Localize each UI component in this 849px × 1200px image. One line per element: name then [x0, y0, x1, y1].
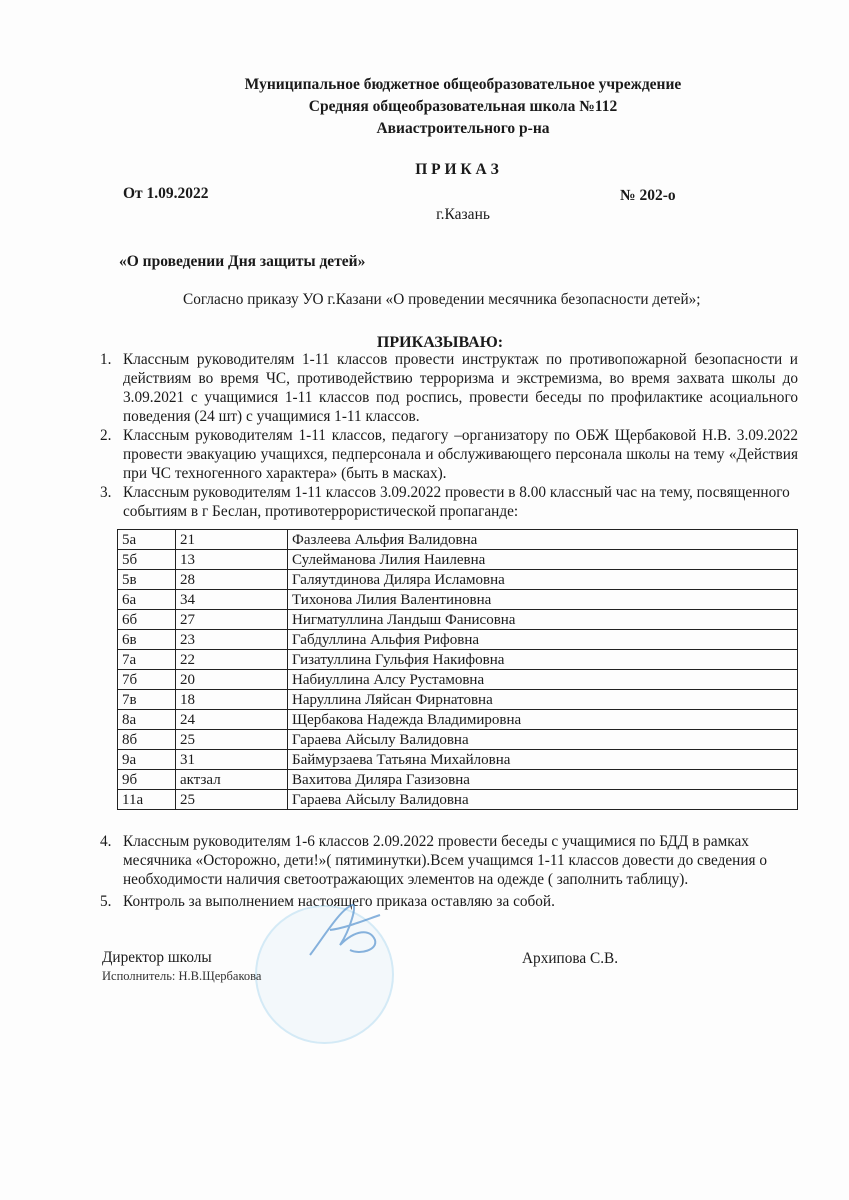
- class-cell: 9а: [118, 750, 176, 770]
- room-cell: 28: [176, 570, 288, 590]
- director-position: Директор школы: [102, 949, 212, 966]
- table-row: [118, 670, 798, 690]
- city: г.Казань: [436, 206, 490, 223]
- teacher-cell: Набиуллина Алсу Рустамовна: [288, 670, 798, 690]
- class-cell: 5б: [118, 550, 176, 570]
- table-row: [118, 610, 798, 630]
- teacher-cell: Галяутдинова Диляра Исламовна: [288, 570, 798, 590]
- order-item-1: [100, 350, 798, 426]
- item-number: 3.: [100, 484, 112, 501]
- table-row: [118, 790, 798, 810]
- table-row: [118, 690, 798, 710]
- table-row: [118, 550, 798, 570]
- class-cell: 8б: [118, 730, 176, 750]
- room-cell: 31: [176, 750, 288, 770]
- class-cell: 8а: [118, 710, 176, 730]
- item-number: 4.: [100, 833, 112, 850]
- room-cell: 20: [176, 670, 288, 690]
- table-row: [118, 650, 798, 670]
- room-cell: 25: [176, 730, 288, 750]
- order-number: № 202-о: [620, 187, 676, 204]
- table-row: [118, 590, 798, 610]
- room-cell: 22: [176, 650, 288, 670]
- teacher-cell: Щербакова Надежда Владимировна: [288, 710, 798, 730]
- teacher-cell: Габдуллина Альфия Рифовна: [288, 630, 798, 650]
- teacher-cell: Вахитова Диляра Газизовна: [288, 770, 798, 790]
- order-date: От 1.09.2022: [123, 185, 209, 202]
- table-row: [118, 750, 798, 770]
- table-row: [118, 730, 798, 750]
- teacher-cell: Гараева Айсылу Валидовна: [288, 730, 798, 750]
- director-name: Архипова С.В.: [522, 950, 619, 967]
- class-cell: 6а: [118, 590, 176, 610]
- teacher-cell: Нигматуллина Ландыш Фанисовна: [288, 610, 798, 630]
- class-cell: 7б: [118, 670, 176, 690]
- basis-text: Согласно приказу УО г.Казани «О проведении месячника безопасности детей»;: [183, 291, 701, 308]
- class-cell: 6б: [118, 610, 176, 630]
- class-cell: 7а: [118, 650, 176, 670]
- item-text: Классным руководителям 1-11 классов, педагогу –организатору по ОБЖ Щербаковой Н.В. 3.09.2022 провести эвакуацию учащихся, педперсонала и обслуживающего персонала школы на тему «Действия при ЧС техногенного характера» (быть в масках).: [123, 427, 798, 482]
- room-cell: 27: [176, 610, 288, 630]
- table-row: [118, 630, 798, 650]
- order-word: ПРИКАЗЫВАЮ:: [376, 334, 504, 351]
- class-cell: 9б: [118, 770, 176, 790]
- executor: Исполнитель: Н.В.Щербакова: [102, 969, 262, 983]
- order-item-2: [100, 426, 798, 483]
- class-table: [117, 529, 798, 810]
- order-title: «О проведении Дня защиты детей»: [119, 253, 366, 270]
- item-text: Классным руководителям 1-6 классов 2.09.2022 провести беседы с учащимися по БДД в рамках месячника «Осторожно, дети!»( пятиминутки).Всем учащимся 1-11 классов довести до сведения о необходимости наличия светоотражающих элементов на одежде ( заполнить таблицу).: [123, 833, 768, 888]
- item-text: Классным руководителям 1-11 классов провести инструктаж по противопожарной безопасности и действиям во время ЧС, противодействию терроризма и экстремизма, во время захвата школы до 3.09.2021 с учащимися 1-11 классов под роспись, провести беседы по профилактике асоциального поведения (24 шт) с учащимися 1-11 классов.: [123, 351, 798, 425]
- class-cell: 5в: [118, 570, 176, 590]
- org-name-line1: Муниципальное бюджетное общеобразовательное учреждение: [244, 76, 682, 93]
- room-cell: 13: [176, 550, 288, 570]
- order-item-5: [100, 892, 798, 911]
- teacher-cell: Гараева Айсылу Валидовна: [288, 790, 798, 810]
- room-cell: 21: [176, 530, 288, 550]
- item-number: 5.: [100, 893, 112, 910]
- class-cell: 6в: [118, 630, 176, 650]
- class-cell: 7в: [118, 690, 176, 710]
- room-cell: 23: [176, 630, 288, 650]
- teacher-cell: Наруллина Ляйсан Фирнатовна: [288, 690, 798, 710]
- room-cell: 25: [176, 790, 288, 810]
- teacher-cell: Фазлеева Альфия Валидовна: [288, 530, 798, 550]
- room-cell: 34: [176, 590, 288, 610]
- director-signature: [300, 900, 390, 970]
- teacher-cell: Гизатуллина Гульфия Накифовна: [288, 650, 798, 670]
- table-row: [118, 530, 798, 550]
- table-row: [118, 570, 798, 590]
- item-text: Контроль за выполнением настоящего приказа оставляю за собой.: [123, 893, 555, 910]
- table-row: [118, 770, 798, 790]
- order-items: [100, 350, 798, 521]
- item-number: 2.: [100, 427, 112, 444]
- org-name-line2: Средняя общеобразовательная школа №112: [308, 98, 618, 115]
- order-items-cont: [100, 832, 798, 911]
- order-item-3: [100, 483, 798, 521]
- class-cell: 5а: [118, 530, 176, 550]
- table-row: [118, 710, 798, 730]
- teacher-cell: Баймурзаева Татьяна Михайловна: [288, 750, 798, 770]
- class-cell: 11а: [118, 790, 176, 810]
- teacher-cell: Сулейманова Лилия Наилевна: [288, 550, 798, 570]
- room-cell: 24: [176, 710, 288, 730]
- room-cell: 18: [176, 690, 288, 710]
- doc-type: П Р И К А З: [415, 161, 499, 178]
- room-cell: актзал: [176, 770, 288, 790]
- order-item-4: [100, 832, 798, 889]
- item-text: Классным руководителям 1-11 классов 3.09.2022 провести в 8.00 классный час на тему, посвященного событиям в г Беслан, противотеррористической пропаганде:: [123, 484, 790, 520]
- teacher-cell: Тихонова Лилия Валентиновна: [288, 590, 798, 610]
- item-number: 1.: [100, 351, 112, 368]
- org-name-line3: Авиастроительного р-на: [376, 120, 550, 137]
